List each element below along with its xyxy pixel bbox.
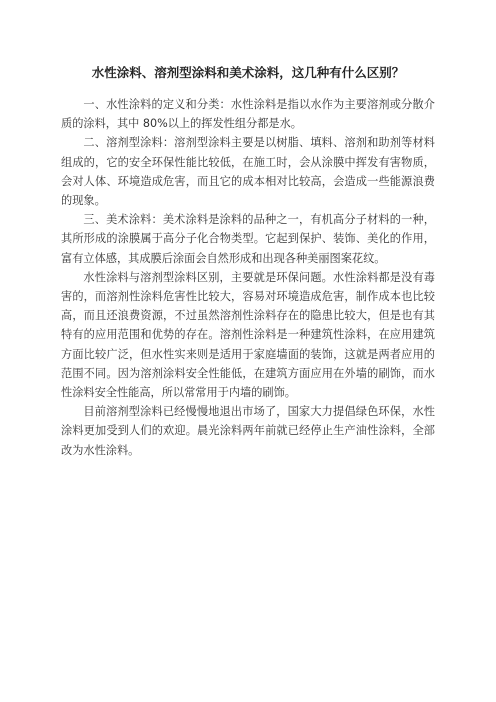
paragraph-art-coating: 三、美术涂料：美术涂料是涂料的品种之一，有机高分子材料的一种，其所形成的涂膜属于高分子化合物类型。它起到保护、装饰、美化的作用，富有立体感，其成膜后涂面会自然形成和出现各种美丽图案花纹。 (61, 213, 435, 265)
document-body (61, 95, 435, 460)
paragraph-market-trend: 目前溶剂型涂料已经慢慢地退出市场了，国家大力提倡绿色环保，水性涂料更加受到人们的欢迎。晨光涂料两年前就已经停止生产油性涂料，全部改为水性涂料。 (61, 405, 435, 457)
page-title: 水性涂料、溶剂型涂料和美术涂料，这几种有什么区别？ (91, 65, 405, 80)
paragraph-solvent-coating: 二、溶剂型涂料：溶剂型涂料主要是以树脂、填料、溶剂和助剂等材料组成的，它的安全环保性能比较低，在施工时，会从涂膜中挥发有害物质，会对人体、环境造成危害，而且它的成本相对比较高，会造成一些能源浪费的现象。 (61, 136, 435, 208)
paragraph-waterborne-definition: 一、水性涂料的定义和分类：水性涂料是指以水作为主要溶剂或分散介质的涂料，其中 80%以上的挥发性组分都是水。 (61, 98, 435, 131)
paragraph-difference: 水性涂料与溶剂型涂料区别，主要就是环保问题。水性涂料都是没有毒害的，而溶剂性涂料危害性比较大，容易对环境造成危害，制作成本也比较高，而且还浪费资源，不过虽然溶剂性涂料存在的隐患比较大，但是也有其特有的应用范围和优势的存在。溶剂性涂料是一种建筑性涂料，在应用建筑方面比较广泛，但水性实来则是适用于家庭墙面的装饰，这就是两者应用的范围不同。因为溶剂涂料安全性能低，在建筑方面应用在外墙的刷饰，而水性涂料安全性能高，所以常常用于内墙的刷饰。 (61, 270, 435, 400)
